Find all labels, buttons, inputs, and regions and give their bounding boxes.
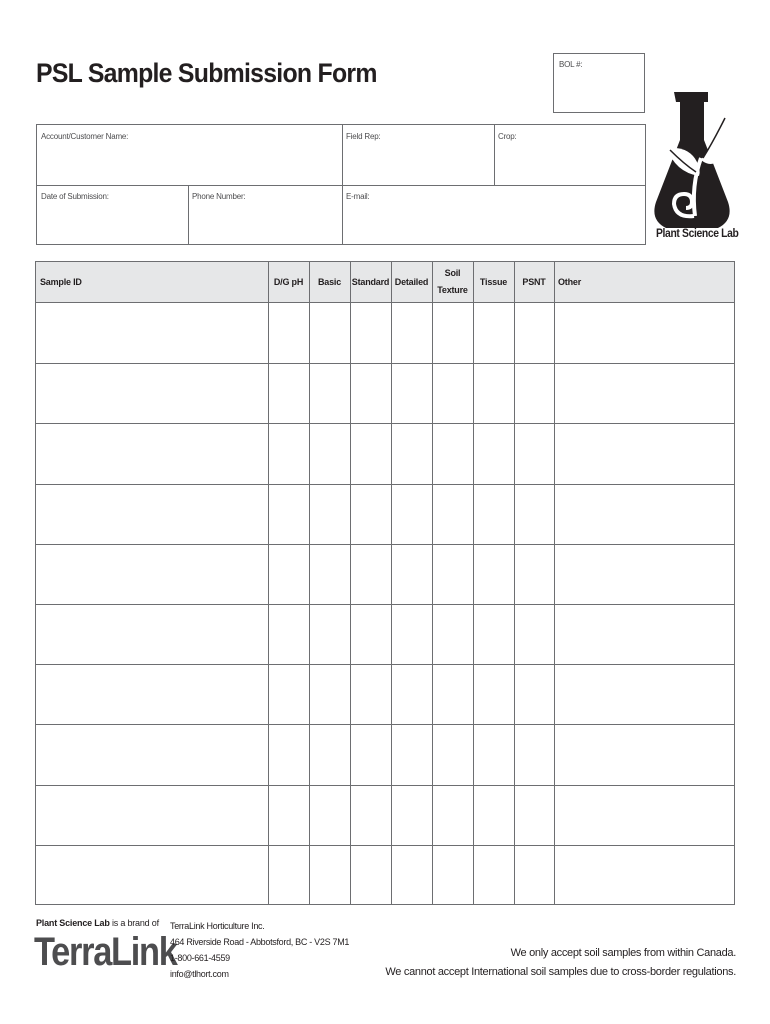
phone-number-label: Phone Number: (192, 192, 246, 201)
table-cell[interactable] (269, 545, 309, 604)
table-cell[interactable] (37, 786, 268, 845)
company-phone: 1-800-661-4559 (170, 953, 230, 963)
table-cell[interactable] (269, 364, 309, 423)
table-cell[interactable] (515, 424, 554, 483)
table-cell[interactable] (474, 605, 514, 664)
table-cell[interactable] (474, 786, 514, 845)
table-cell[interactable] (555, 364, 734, 423)
table-cell[interactable] (515, 605, 554, 664)
crop-field[interactable] (494, 125, 645, 185)
table-cell[interactable] (310, 545, 350, 604)
table-cell[interactable] (515, 545, 554, 604)
column-header-standard: Standard (351, 276, 390, 287)
table-cell[interactable] (37, 665, 268, 724)
table-cell[interactable] (310, 605, 350, 664)
table-cell[interactable] (37, 725, 268, 784)
table-cell[interactable] (351, 545, 391, 604)
table-cell[interactable] (515, 485, 554, 544)
table-cell[interactable] (515, 725, 554, 784)
table-cell[interactable] (37, 846, 268, 905)
table-cell[interactable] (555, 485, 734, 544)
table-cell[interactable] (37, 485, 268, 544)
company-email: info@tlhort.com (170, 969, 229, 979)
table-cell[interactable] (310, 786, 350, 845)
field-rep-label: Field Rep: (346, 132, 381, 141)
table-cell[interactable] (555, 605, 734, 664)
column-header-other: Other (558, 276, 582, 287)
table-cell[interactable] (433, 364, 473, 423)
table-cell[interactable] (474, 665, 514, 724)
notice-line-1: We only accept soil samples from within Canada. (510, 947, 736, 959)
table-cell[interactable] (310, 304, 350, 363)
table-cell[interactable] (269, 665, 309, 724)
company-address-block (170, 918, 349, 982)
table-cell[interactable] (351, 665, 391, 724)
column-header-psnt: PSNT (522, 276, 546, 287)
logo-caption: Plant Science Lab (656, 228, 739, 240)
customer-info-grid (36, 124, 646, 245)
info-grid-divider (342, 125, 343, 244)
table-cell[interactable] (269, 424, 309, 483)
email-label: E-mail: (346, 192, 370, 201)
table-cell[interactable] (351, 605, 391, 664)
table-cell[interactable] (474, 545, 514, 604)
crop-label: Crop: (498, 132, 517, 141)
terralink-logo: TerraLink (34, 930, 177, 974)
footer-brand-text: is a brand of (109, 918, 159, 928)
table-cell[interactable] (392, 424, 432, 483)
date-of-submission-label: Date of Submission: (41, 192, 109, 201)
table-header (36, 262, 734, 303)
account-customer-name-label: Account/Customer Name: (41, 132, 129, 141)
table-cell[interactable] (433, 424, 473, 483)
table-cell[interactable] (351, 846, 391, 905)
table-cell[interactable] (555, 725, 734, 784)
field-rep-field[interactable] (342, 125, 494, 185)
table-cell[interactable] (392, 665, 432, 724)
table-cell[interactable] (269, 605, 309, 664)
phone-number-field[interactable] (188, 185, 342, 244)
page-title: PSL Sample Submission Form (36, 58, 377, 88)
table-cell[interactable] (433, 485, 473, 544)
bol-label: BOL #: (559, 60, 583, 69)
table-cell[interactable] (392, 846, 432, 905)
table-cell[interactable] (351, 786, 391, 845)
table-cell[interactable] (433, 605, 473, 664)
table-cell[interactable] (310, 725, 350, 784)
column-header-basic: Basic (317, 276, 342, 287)
table-cell[interactable] (433, 545, 473, 604)
info-grid-divider (37, 185, 645, 186)
column-header-soil-texture: Soil Texture (437, 268, 468, 295)
table-cell[interactable] (555, 424, 734, 483)
table-cell[interactable] (37, 304, 268, 363)
account-customer-name-field[interactable] (37, 125, 342, 185)
company-address: 464 Riverside Road - Abbotsford, BC - V2S 7M1 (170, 937, 350, 947)
table-cell[interactable] (515, 665, 554, 724)
table-cell[interactable] (433, 786, 473, 845)
email-field[interactable] (342, 185, 645, 244)
table-cell[interactable] (351, 424, 391, 483)
flask-with-leaves-icon (652, 88, 738, 248)
table-cell[interactable] (392, 786, 432, 845)
table-cell[interactable] (555, 846, 734, 905)
table-cell[interactable] (474, 846, 514, 905)
table-cell[interactable] (351, 485, 391, 544)
table-cell[interactable] (515, 304, 554, 363)
table-cell[interactable] (515, 364, 554, 423)
table-cell[interactable] (555, 665, 734, 724)
table-cell[interactable] (310, 485, 350, 544)
table-cell[interactable] (37, 364, 268, 423)
table-cell[interactable] (433, 665, 473, 724)
table-cell[interactable] (269, 846, 309, 905)
table-cell[interactable] (351, 364, 391, 423)
table-cell[interactable] (269, 485, 309, 544)
table-cell[interactable] (392, 364, 432, 423)
table-cell[interactable] (37, 605, 268, 664)
date-of-submission-field[interactable] (37, 185, 188, 244)
bol-number-field[interactable] (553, 53, 645, 113)
table-cell[interactable] (37, 424, 268, 483)
table-cell[interactable] (269, 304, 309, 363)
table-cell[interactable] (37, 545, 268, 604)
table-cell[interactable] (392, 605, 432, 664)
table-cell[interactable] (474, 485, 514, 544)
table-cell[interactable] (474, 725, 514, 784)
info-grid-divider (494, 125, 495, 185)
table-cell[interactable] (433, 304, 473, 363)
column-header-detailed: Detailed (394, 276, 429, 287)
table-cell[interactable] (433, 725, 473, 784)
company-name: TerraLink Horticulture Inc. (170, 921, 265, 931)
shipping-notice (385, 944, 736, 982)
table-cell[interactable] (555, 545, 734, 604)
table-cell[interactable] (515, 846, 554, 905)
table-cell[interactable] (351, 725, 391, 784)
table-cell[interactable] (555, 304, 734, 363)
table-cell[interactable] (310, 665, 350, 724)
column-header-dg-ph: D/G pH (273, 276, 304, 287)
footer-brand-line (36, 918, 159, 928)
table-cell[interactable] (351, 304, 391, 363)
info-grid-divider (188, 185, 189, 244)
notice-line-2: We cannot accept International soil samples due to cross-border regulations. (385, 966, 736, 978)
column-header-sample-id: Sample ID (40, 276, 82, 287)
table-cell[interactable] (392, 485, 432, 544)
table-cell[interactable] (433, 846, 473, 905)
table-cell[interactable] (269, 725, 309, 784)
sample-table (35, 261, 735, 905)
table-cell[interactable] (474, 364, 514, 423)
table-cell[interactable] (310, 364, 350, 423)
table-cell[interactable] (392, 725, 432, 784)
column-header-tissue: Tissue (479, 276, 508, 287)
table-cell[interactable] (310, 424, 350, 483)
table-cell[interactable] (474, 304, 514, 363)
table-cell[interactable] (555, 786, 734, 845)
table-cell[interactable] (310, 846, 350, 905)
table-cell[interactable] (474, 424, 514, 483)
table-cell[interactable] (269, 786, 309, 845)
table-cell[interactable] (392, 545, 432, 604)
table-cell[interactable] (515, 786, 554, 845)
footer-brand-name: Plant Science Lab (36, 918, 110, 928)
table-cell[interactable] (392, 304, 432, 363)
